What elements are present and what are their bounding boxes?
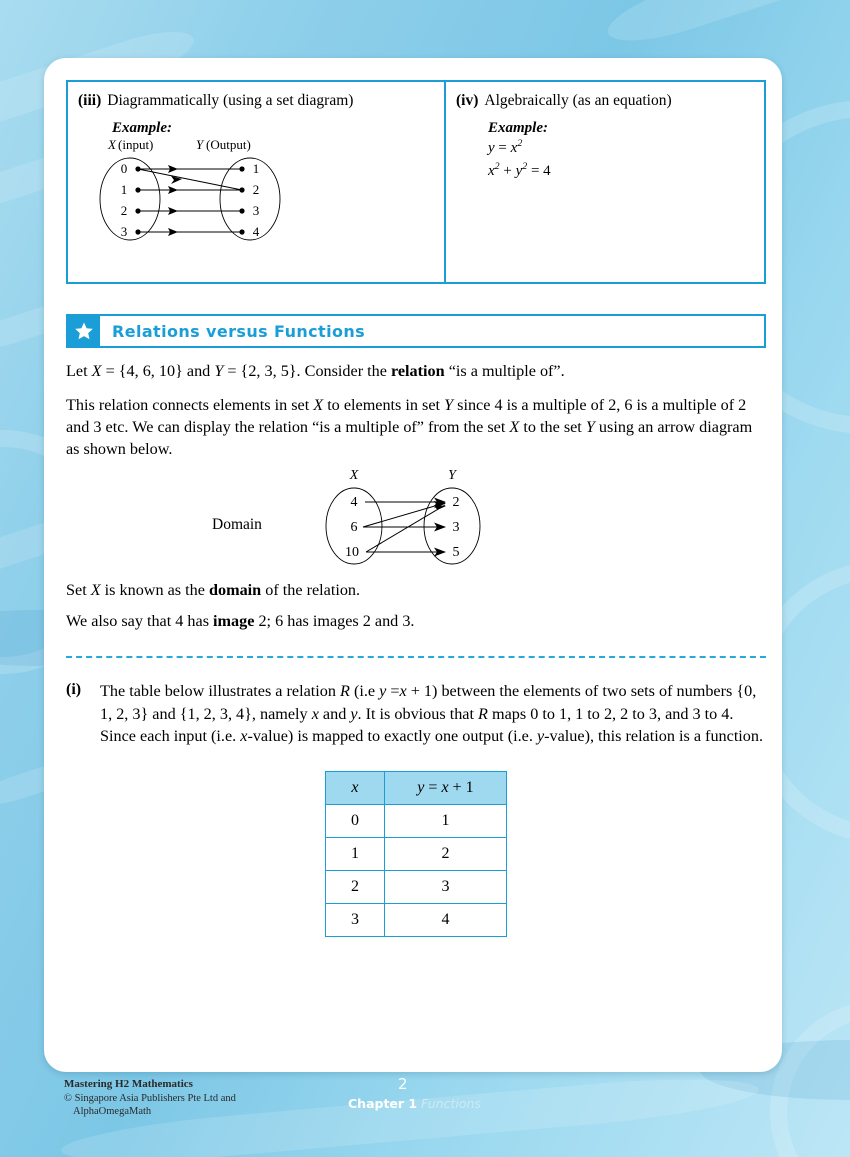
svg-text:2: 2 (452, 495, 460, 511)
equation-2-text: $x^2 + y^2 = 4$ (488, 160, 551, 179)
box-title: Diagrammatically (using a set diagram) (107, 92, 354, 109)
list-item-i (66, 680, 766, 747)
svg-text:4: 4 (252, 224, 260, 239)
box-heading (456, 92, 754, 110)
domain-label: Domain (212, 516, 262, 534)
page-content (66, 80, 766, 937)
box-label: (iii) (78, 92, 102, 109)
table-cell-y: 1 (384, 805, 506, 838)
table-row (326, 838, 507, 871)
table-row (326, 805, 507, 838)
table-cell-x: 1 (326, 838, 385, 871)
svg-text:(Output): (Output) (206, 137, 251, 152)
svg-text:Y: Y (196, 137, 204, 152)
equation-1 (488, 137, 754, 160)
table-cell-y: 2 (384, 838, 506, 871)
representation-boxes (66, 80, 766, 284)
svg-text:(input): (input) (118, 137, 154, 152)
page-footer (0, 1072, 850, 1157)
page-sheet (44, 58, 782, 1072)
example-label: Example: (488, 120, 548, 136)
box-diagrammatically (66, 80, 445, 284)
table-header-x: x (326, 772, 385, 805)
svg-text:3: 3 (452, 520, 460, 536)
equation-2 (488, 160, 754, 183)
svg-text:3: 3 (252, 203, 260, 218)
footer-copyright-line1: © Singapore Asia Publishers Pte Ltd and (64, 1092, 236, 1104)
svg-text:Y: Y (448, 468, 456, 484)
item-label: (i) (66, 681, 82, 699)
svg-text:5: 5 (452, 545, 460, 561)
footer-copyright-line2: AlphaOmegaMath (73, 1106, 152, 1118)
equation-1-text: $y = x^2$ (488, 138, 523, 156)
table-header-y: y = x + 1 (384, 772, 506, 805)
paragraph-4: We also say that 4 has image 2; 6 has images 2 and 3. (66, 612, 415, 631)
page-number: 2 (398, 1075, 408, 1093)
table-row (326, 871, 507, 904)
svg-text:X: X (108, 137, 116, 152)
svg-text:1: 1 (252, 161, 260, 176)
decor-wave (601, 0, 850, 54)
table-cell-y: 4 (384, 904, 506, 937)
svg-text:6: 6 (350, 520, 358, 536)
svg-text:3: 3 (120, 224, 128, 239)
footer-chapter-topic: Functions (421, 1096, 481, 1111)
svg-text:2: 2 (120, 203, 128, 218)
box-title: Algebraically (as an equation) (484, 92, 672, 109)
svg-text:2: 2 (252, 182, 260, 197)
svg-text:X: X (349, 468, 359, 484)
relation-diagram-svg (304, 466, 484, 571)
relation-arrow-diagram (66, 466, 766, 570)
section-title: Relations versus Functions (112, 321, 366, 341)
table-row (326, 904, 507, 937)
paragraph-1: Let X = {4, 6, 10} and Y = {2, 3, 5}. Consider the relation “is a multiple of”. (66, 362, 565, 380)
section-header-relations-versus-functions (66, 314, 766, 348)
table-cell-x: 0 (326, 805, 385, 838)
svg-text:1: 1 (120, 182, 128, 197)
box-algebraically (445, 80, 766, 284)
function-table (325, 771, 507, 937)
example-label: Example: (112, 120, 172, 136)
table-cell-x: 3 (326, 904, 385, 937)
box-label: (iv) (456, 92, 479, 109)
set-diagram-example (78, 137, 434, 245)
item-text: The table below illustrates a relation R (i.e y =x + 1) between the elements of two sets of numbers {0, 1, 2, 3} and {1, 2, 3, 4}, namely x and y. It is obvious that R maps 0 to 1, 1 to 2, 2 to 3, and 3 to 4. Since each input (i.e. x-value) is mapped to exactly one output (i.e. y-value), this relation is a function. (100, 682, 764, 745)
table-header-row (326, 772, 507, 805)
box-heading (78, 92, 434, 110)
table-cell-y: 3 (384, 871, 506, 904)
svg-text:10: 10 (345, 545, 359, 561)
footer-credits (64, 1077, 236, 1119)
dashed-divider (66, 656, 766, 658)
footer-book-title: Mastering H2 Mathematics (64, 1078, 193, 1090)
table-cell-x: 2 (326, 871, 385, 904)
paragraph-2: This relation connects elements in set X to elements in set Y since 4 is a multiple of 2, 6 is a multiple of 2 and 3 etc. We can display the relation “is a multiple of” from the set X to the set Y using an arrow diagram as shown below. (66, 396, 753, 459)
footer-chapter-label: Chapter 1 (348, 1096, 418, 1111)
svg-text:0: 0 (120, 161, 128, 176)
footer-chapter (348, 1096, 481, 1111)
paragraph-3: Set X is known as the domain of the relation. (66, 581, 361, 600)
svg-text:4: 4 (350, 495, 358, 511)
star-icon (68, 316, 100, 346)
